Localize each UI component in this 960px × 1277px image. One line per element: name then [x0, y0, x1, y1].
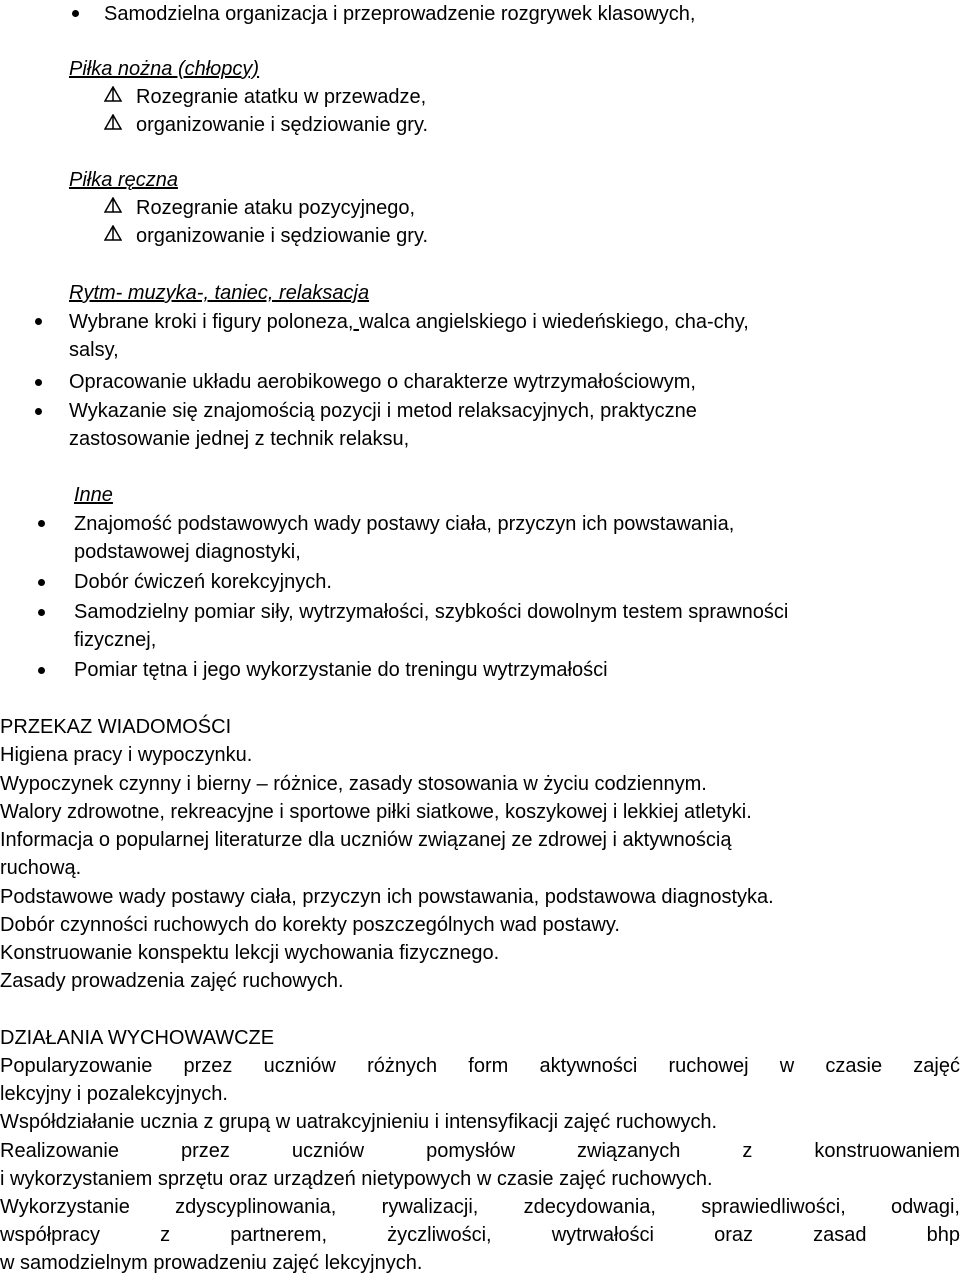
- bullet-icon: [35, 379, 42, 386]
- list-item-continuation: fizycznej,: [74, 629, 157, 651]
- text-line: Wypoczynek czynny i bierny – różnice, zasady stosowania w życiu codziennym.: [0, 773, 707, 795]
- list-item: Znajomość podstawowych wady postawy ciała, przyczyn ich powstawania,: [74, 513, 735, 535]
- section-heading-rytm: Rytm- muzyka-, taniec, relaksacja: [69, 282, 370, 304]
- list-item: Opracowanie układu aerobikowego o charakterze wytrzymałościowym,: [69, 371, 696, 393]
- bullet-icon: [38, 520, 45, 527]
- list-item: organizowanie i sędziowanie gry.: [136, 225, 429, 247]
- text-line-justified: Popularyzowanie przez uczniów różnych form aktywności ruchowej w czasie zajęć: [0, 1055, 960, 1077]
- list-item: Samodzielny pomiar siły, wytrzymałości, szybkości dowolnym testem sprawności: [74, 601, 789, 623]
- list-item: Samodzielna organizacja i przeprowadzenie rozgrywek klasowych,: [104, 3, 696, 25]
- list-item: Dobór ćwiczeń korekcyjnych.: [74, 571, 332, 593]
- text-line: Współdziałanie ucznia z grupą w uatrakcyjnieniu i intensyfikacji zajęć ruchowych.: [0, 1111, 718, 1133]
- bullet-icon: [38, 667, 45, 674]
- section-heading-przekaz: PRZEKAZ WIADOMOŚCI: [0, 716, 232, 738]
- list-item: Wykazanie się znajomością pozycji i metod relaksacyjnych, praktyczne: [69, 400, 697, 422]
- text-line: Dobór czynności ruchowych do korekty poszczególnych wad postawy.: [0, 914, 620, 936]
- list-item-continuation: podstawowej diagnostyki,: [74, 541, 301, 563]
- section-heading-pilka-reczna: Piłka ręczna: [69, 169, 178, 191]
- bullet-icon: [35, 408, 42, 415]
- section-heading-pilka-nozna: Piłka nożna (chłopcy): [69, 58, 260, 80]
- text-line: Zasady prowadzenia zajęć ruchowych.: [0, 970, 344, 992]
- list-item: Wybrane kroki i figury poloneza, walca angielskiego i wiedeńskiego, cha-chy,: [69, 311, 749, 333]
- section-heading-inne: Inne: [74, 484, 113, 506]
- section-heading-dzialania: DZIAŁANIA WYCHOWAWCZE: [0, 1027, 275, 1049]
- text-line: w samodzielnym prowadzeniu zajęć lekcyjnych.: [0, 1252, 423, 1274]
- bullet-icon: [38, 609, 45, 616]
- bullet-icon: [35, 318, 42, 325]
- list-item-continuation: zastosowanie jednej z technik relaksu,: [69, 428, 410, 450]
- text-line-justified: Realizowanie przez uczniów pomysłów związanych z konstruowaniem: [0, 1140, 960, 1162]
- text-line-justified: współpracy z partnerem, życzliwości, wytrwałości oraz zasad bhp: [0, 1224, 960, 1246]
- bullet-icon: [38, 579, 45, 586]
- text-line-justified: Wykorzystanie zdyscyplinowania, rywalizacji, zdecydowania, sprawiedliwości, odwagi,: [0, 1196, 960, 1218]
- text-line: i wykorzystaniem sprzętu oraz urządzeń nietypowych w czasie zajęć ruchowych.: [0, 1168, 713, 1190]
- text-line: Higiena pracy i wypoczynku.: [0, 744, 253, 766]
- text-line: Podstawowe wady postawy ciała, przyczyn ich powstawania, podstawowa diagnostyka.: [0, 886, 774, 908]
- list-item-continuation: salsy,: [69, 339, 119, 361]
- triangle-icon: [104, 114, 122, 130]
- triangle-icon: [104, 197, 122, 213]
- triangle-icon: [104, 86, 122, 102]
- text-line: Informacja o popularnej literaturze dla uczniów związanej ze zdrowej i aktywnością: [0, 829, 732, 851]
- list-item: organizowanie i sędziowanie gry.: [136, 114, 429, 136]
- triangle-icon: [104, 225, 122, 241]
- text-line: ruchową.: [0, 857, 82, 879]
- list-item: Rozegranie atatku w przewadze,: [136, 86, 427, 108]
- text-line: lekcyjny i pozalekcyjnych.: [0, 1083, 228, 1105]
- list-item: Pomiar tętna i jego wykorzystanie do treningu wytrzymałości: [74, 659, 608, 681]
- text-line: Walory zdrowotne, rekreacyjne i sportowe piłki siatkowe, koszykowej i lekkiej atletyki.: [0, 801, 752, 823]
- text-line: Konstruowanie konspektu lekcji wychowania fizycznego.: [0, 942, 500, 964]
- bullet-icon: [72, 10, 79, 17]
- list-item: Rozegranie ataku pozycyjnego,: [136, 197, 416, 219]
